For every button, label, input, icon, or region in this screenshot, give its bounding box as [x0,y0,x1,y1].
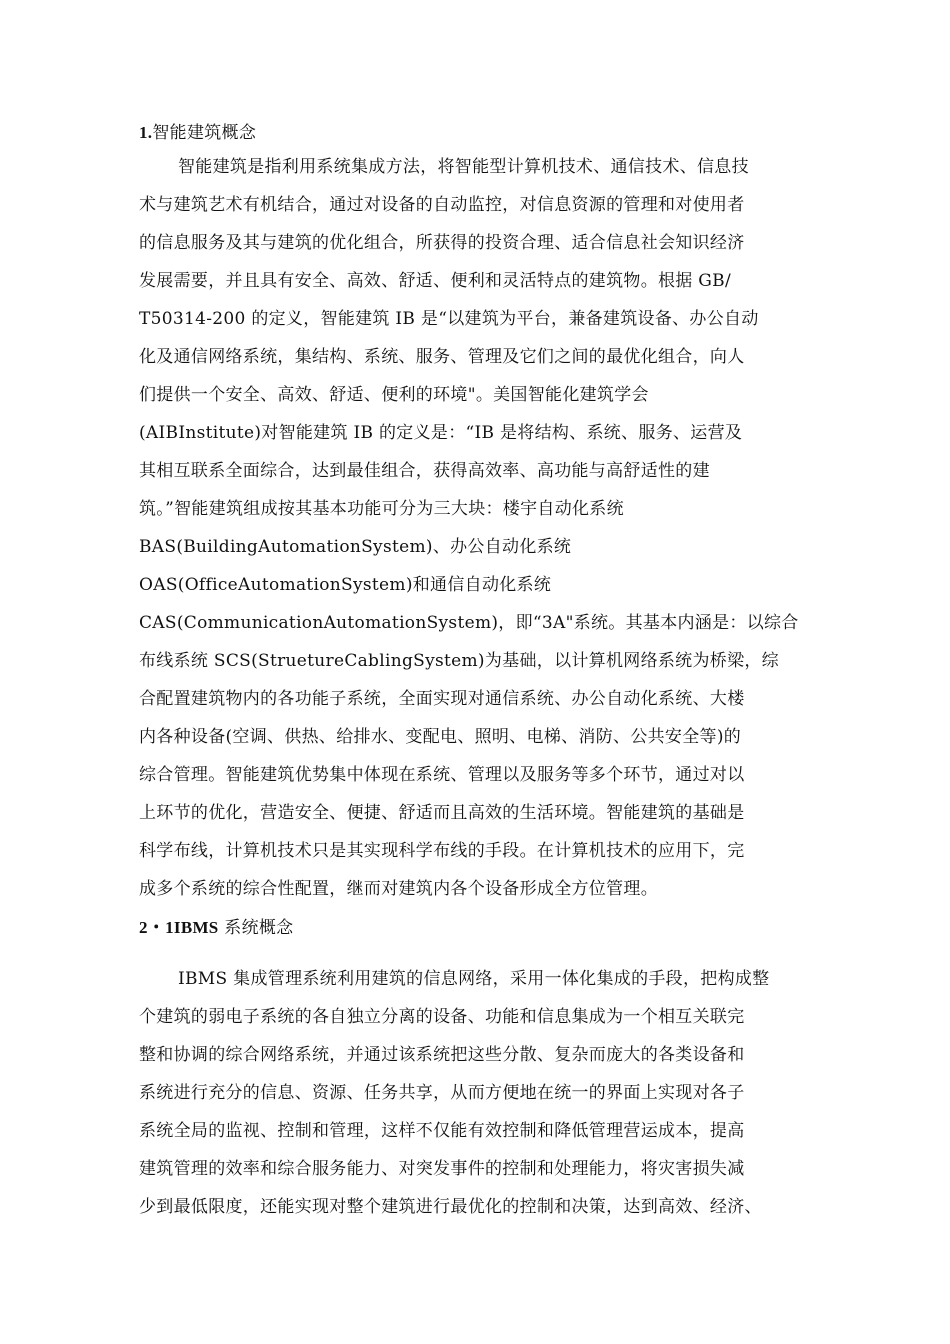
section-1-line: 科学布线，计算机技术只是其实现科学布线的手段。在计算机技术的应用下，完 [139,841,745,861]
section-1-line: 综合管理。智能建筑优势集中体现在系统、管理以及服务等多个环节，通过对以 [139,765,745,785]
section-1-line: OAS(OfficeAutomationSystem)和通信自动化系统 [139,575,552,595]
section-2-line: IBMS 集成管理系统利用建筑的信息网络，采用一体化集成的手段，把构成整 [178,969,770,989]
section-1-line: 智能建筑是指利用系统集成方法，将智能型计算机技术、通信技术、信息技 [178,157,749,177]
section-2-line: 建筑管理的效率和综合服务能力、对突发事件的控制和处理能力，将灾害损失减 [139,1159,745,1179]
section-1-line: 上环节的优化，营造安全、便捷、舒适而且高效的生活环境。智能建筑的基础是 [139,803,745,823]
section-1-line: T50314-200 的定义，智能建筑 IB 是“以建筑为平台，兼备建筑设备、办公自动 [139,309,759,329]
section-1-line: 发展需要，并且具有安全、高效、舒适、便利和灵活特点的建筑物。根据 GB/ [139,271,732,291]
section-1-line: CAS(CommunicationAutomationSystem)，即“3A"系统。其基本内涵是：以综合 [139,613,799,633]
section-2-heading-text: 系统概念 [224,918,294,938]
section-2-line: 系统进行充分的信息、资源、任务共享，从而方便地在统一的界面上实现对各子 [139,1083,745,1103]
section-1-line: 化及通信网络系统，集结构、系统、服务、管理及它们之间的最优化组合，向人 [139,347,745,367]
section-1-line: 的信息服务及其与建筑的优化组合，所获得的投资合理、适合信息社会知识经济 [139,233,745,253]
section-1-line: 筑。”智能建筑组成按其基本功能可分为三大块：楼宇自动化系统 [139,499,624,519]
section-2-line: 整和协调的综合网络系统，并通过该系统把这些分散、复杂而庞大的各类设备和 [139,1045,745,1065]
section-1-line: 们提供一个安全、高效、舒适、便利的环境"。美国智能化建筑学会 [139,385,649,405]
section-1-line: 术与建筑艺术有机结合，通过对设备的自动监控，对信息资源的管理和对使用者 [139,195,745,215]
section-1-line: (AIBInstitute)对智能建筑 IB 的定义是：“IB 是将结构、系统、服务、运营及 [139,423,743,443]
section-2-line: 个建筑的弱电子系统的各自独立分离的设备、功能和信息集成为一个相互关联完 [139,1007,745,1027]
section-1-line: BAS(BuildingAutomationSystem)、办公自动化系统 [139,537,572,557]
section-1-heading-text: 智能建筑概念 [152,123,257,143]
section-2-line: 少到最低限度，还能实现对整个建筑进行最优化的控制和决策，达到高效、经济、 [139,1197,762,1217]
section-1-heading-number: 1. [139,123,153,142]
section-2-heading [139,916,293,940]
section-1-line: 合配置建筑物内的各功能子系统，全面实现对通信系统、办公自动化系统、大楼 [139,689,745,709]
section-1-line: 其相互联系全面综合，达到最佳组合，获得高效率、高功能与高舒适性的建 [139,461,710,481]
section-1-line: 布线系统 SCS(StruetureCablingSystem)为基础，以计算机网络系统为桥梁，综 [139,651,779,671]
section-2-line: 系统全局的监视、控制和管理，这样不仅能有效控制和降低管理营运成本，提高 [139,1121,745,1141]
section-1-heading [139,121,256,145]
section-1-line: 成多个系统的综合性配置，继而对建筑内各个设备形成全方位管理。 [139,879,658,899]
section-1-line: 内各种设备(空调、供热、给排水、变配电、照明、电梯、消防、公共安全等)的 [139,727,742,747]
section-2-heading-number: 2・1IBMS [139,918,219,937]
